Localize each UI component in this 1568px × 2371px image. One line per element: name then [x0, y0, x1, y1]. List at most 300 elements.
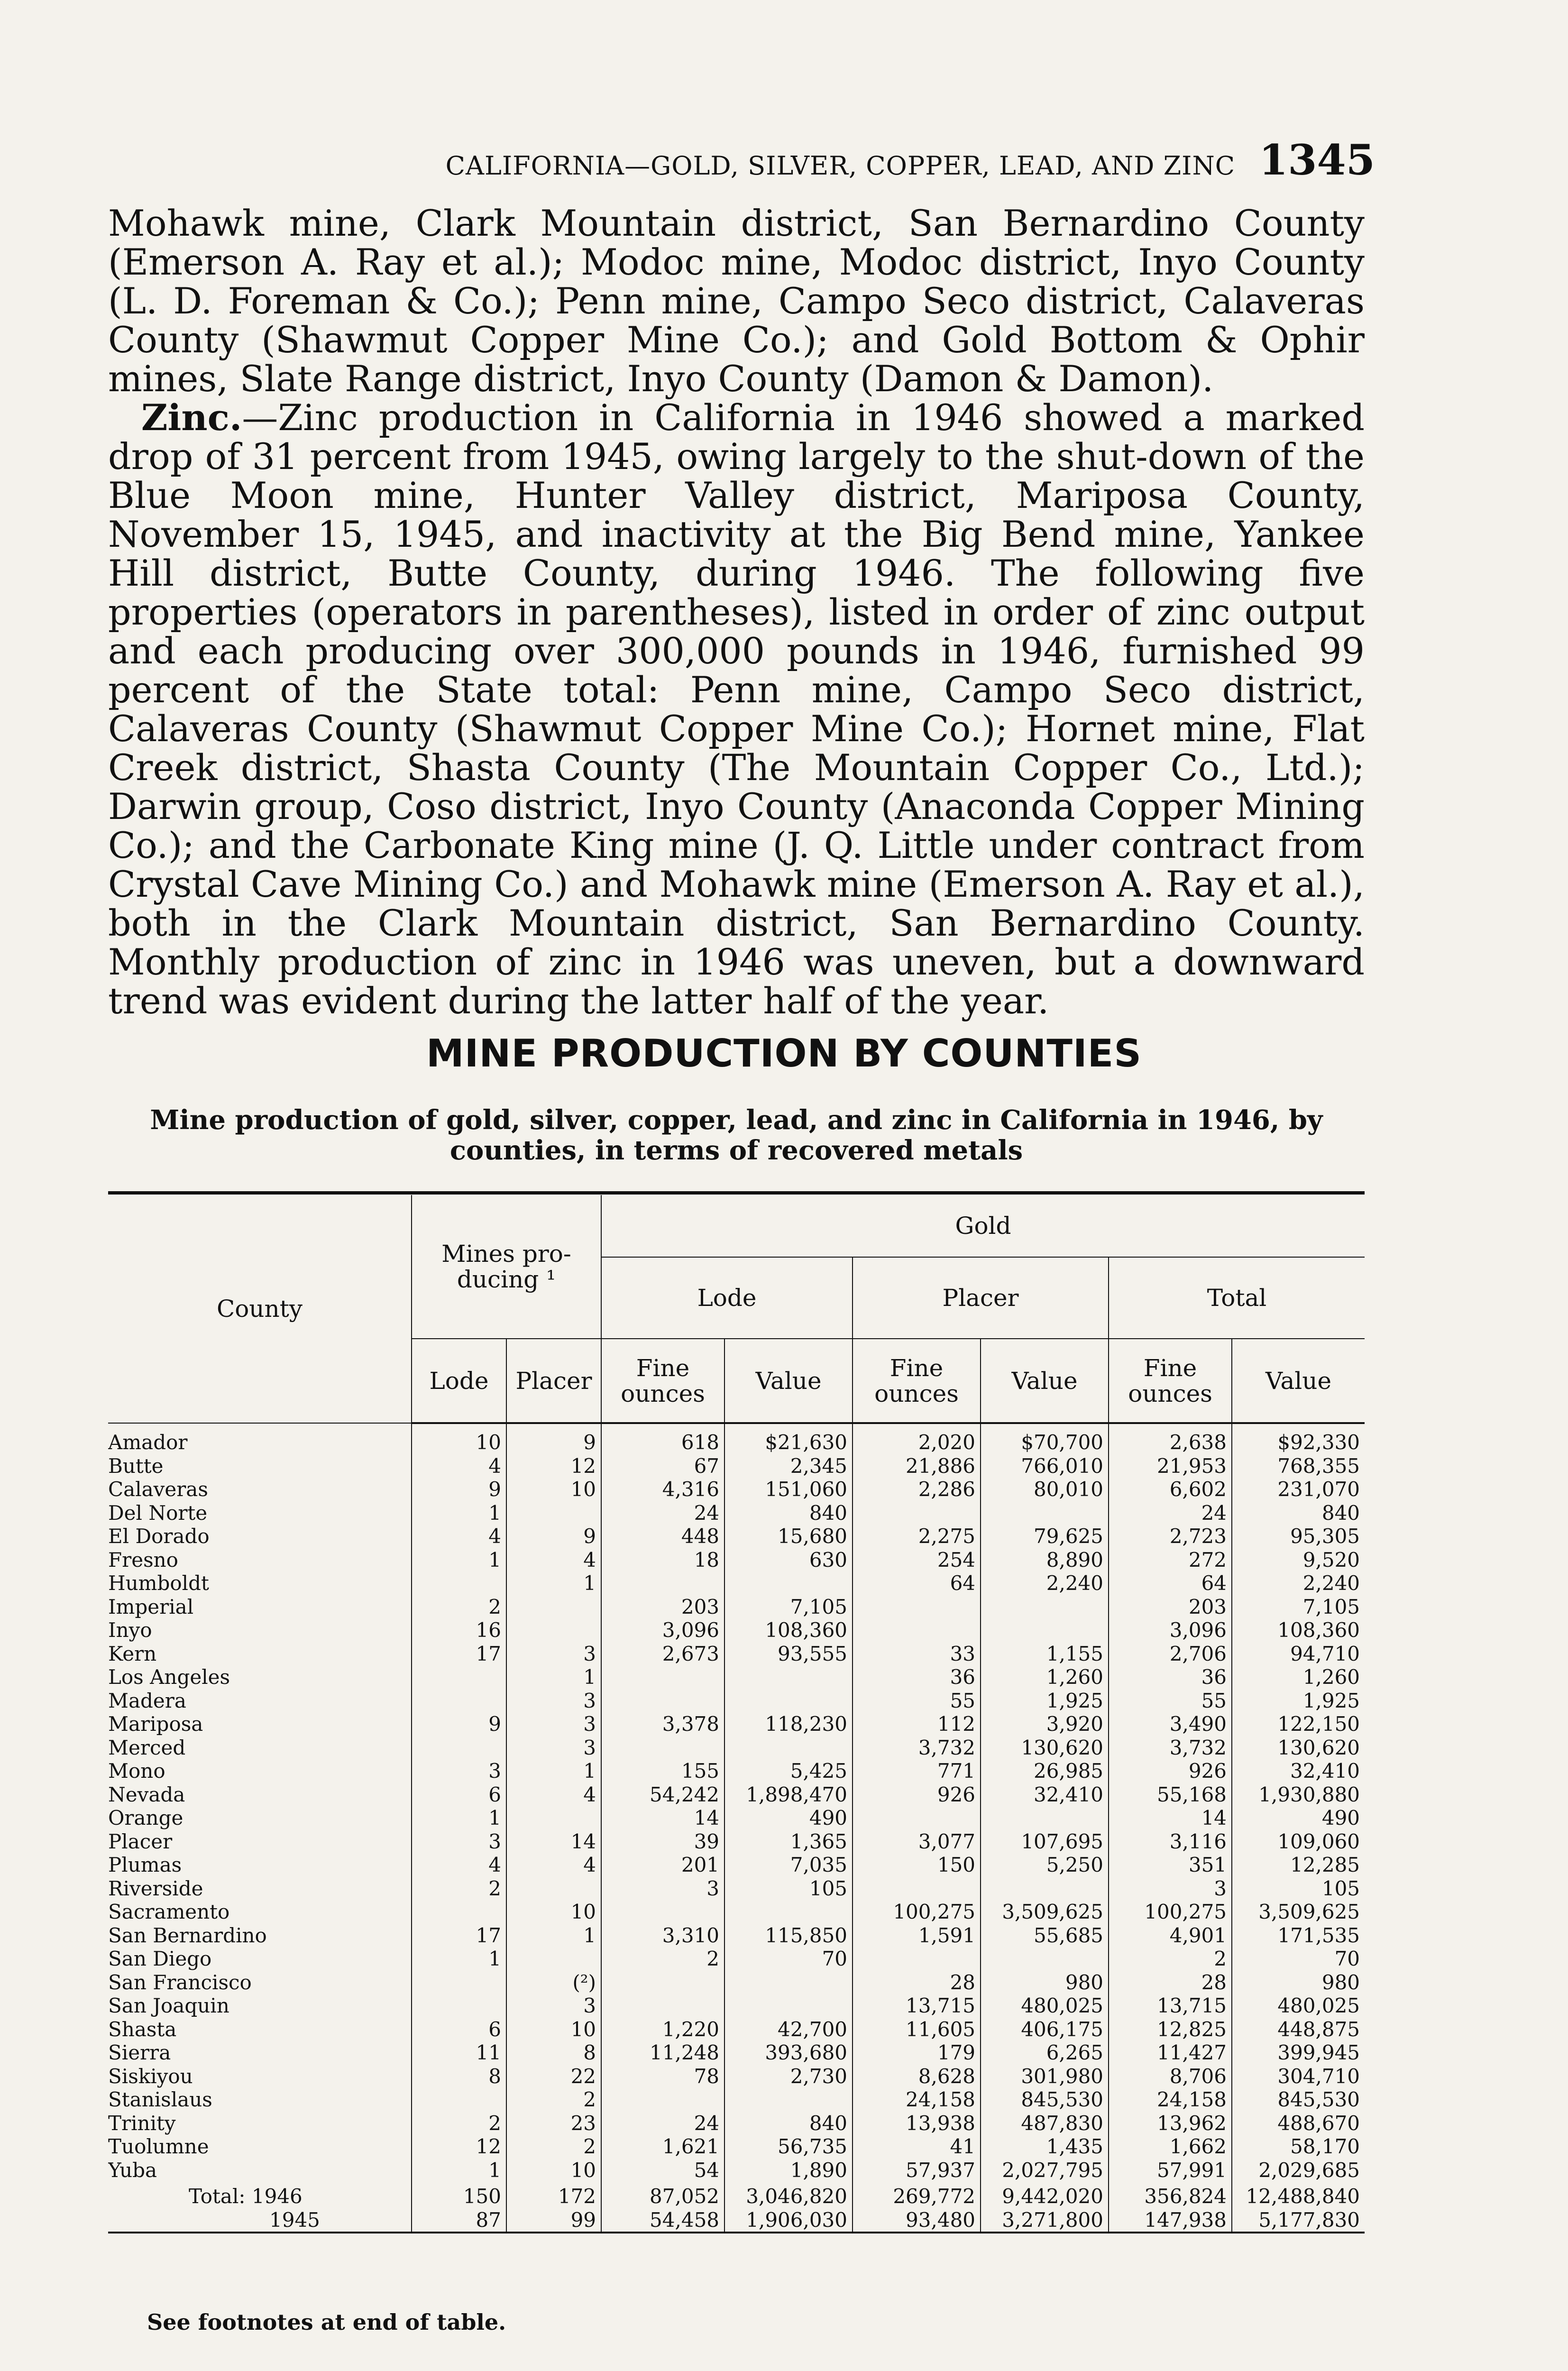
cell-mines-placer: 172	[506, 2182, 601, 2208]
cell-county: Amador	[108, 1423, 412, 1454]
cell-total-fine-ounces: 2	[1109, 1947, 1232, 1971]
cell-total-value: 58,170	[1290, 2135, 1360, 2158]
header-lode-fine-ounces: Fine ounces	[601, 1339, 724, 1423]
cell-placer-fine-ounces: 55	[853, 1689, 981, 1713]
cell-mines-placer: 1	[506, 1924, 601, 1948]
cell-placer-fine-ounces	[853, 1501, 981, 1525]
header-gold: Gold	[601, 1195, 1365, 1257]
cell-mines-placer: 1	[506, 1759, 601, 1783]
cell-county: Stanislaus	[108, 2088, 412, 2112]
cell-total-value: 448,875	[1277, 2017, 1360, 2041]
cell-total-fine-ounces: 2,706	[1109, 1642, 1232, 1666]
page-number: 1345	[1259, 135, 1375, 184]
cell-lode-fine-ounces: 67	[601, 1454, 724, 1478]
table-body	[108, 1423, 1365, 2235]
cell-total-fine-ounces: 13,962	[1109, 2112, 1232, 2135]
cell-mines-lode: 1	[412, 1548, 506, 1572]
cell-placer-fine-ounces	[853, 1595, 981, 1619]
cell-placer-fine-ounces: 93,480	[853, 2208, 981, 2233]
cell-lode-fine-ounces: 11,248	[601, 2041, 724, 2065]
cell-mines-placer: 9	[506, 1525, 601, 1548]
cell-placer-value: 406,175	[981, 2018, 1109, 2041]
cell-placer-value: 301,980	[981, 2065, 1109, 2088]
cell-total-value: 130,620	[1277, 1736, 1360, 1759]
cell-mines-lode: 2	[412, 1877, 506, 1901]
cell-lode-value	[724, 2088, 853, 2112]
cell-placer-value: 5,250	[981, 1853, 1109, 1877]
cell-lode-fine-ounces: 448	[601, 1525, 724, 1548]
cell-total-value: 32,410	[1290, 1759, 1360, 1783]
cell-total-value: 399,945	[1277, 2041, 1360, 2064]
cell-total-fine-ounces: 12,825	[1109, 2018, 1232, 2041]
cell-placer-value	[981, 1877, 1109, 1901]
cell-total-fine-ounces: 356,824	[1109, 2182, 1232, 2208]
cell-county: Plumas	[108, 1853, 412, 1877]
cell-mines-lode	[412, 1736, 506, 1760]
header-mines-placer: Placer	[506, 1339, 601, 1423]
cell-placer-fine-ounces	[853, 1947, 981, 1971]
production-table	[108, 1195, 1365, 2235]
paragraph-zinc	[108, 398, 1365, 1020]
cell-placer-fine-ounces: 3,732	[853, 1736, 981, 1760]
cell-total-fine-ounces: 272	[1109, 1548, 1232, 1572]
cell-placer-value: 2,240	[981, 1571, 1109, 1595]
cell-total-fine-ounces: 13,715	[1109, 1994, 1232, 2018]
cell-placer-fine-ounces: 926	[853, 1783, 981, 1807]
cell-placer-value: 3,271,800	[981, 2208, 1109, 2233]
table-row	[108, 1853, 1365, 1877]
paragraph-zinc-text: —Zinc production in California in 1946 showed a marked drop of 31 percent from 1945, owing largely to the shut-down of the Blue Moon mine, Hunter Valley district, Mariposa County, November 15, 1945, and inactivity at the Big Bend mine, Yankee Hill district, Butte County, during 1946. The following five properties (operators in parentheses), listed in order of zinc output and each producing over 300,000 pounds in 1946, furnished 99 percent of the State total: Penn mine, Campo Seco district, Calaveras County (Shawmut Copper Mine Co.); Hornet mine, Flat Creek district, Shasta County (The Mountain Copper Co., Ltd.); Darwin group, Coso district, Inyo County (Anaconda Copper Mining Co.); and the Carbonate King mine (J. Q. Little under contract from Crystal Cave Mining Co.) and Mohawk mine (Emerson A. Ray et al.), both in the Clark Mountain district, San Bernardino County. Monthly production of zinc in 1946 was uneven, but a downward trend was evident during the latter half of the year.	[108, 396, 1365, 1022]
cell-lode-value: 1,898,470	[724, 1783, 853, 1807]
cell-mines-lode: 3	[412, 1759, 506, 1783]
cell-mines-placer: 14	[506, 1830, 601, 1854]
cell-mines-lode: 1	[412, 1806, 506, 1830]
cell-mines-lode: 4	[412, 1525, 506, 1548]
table-row	[108, 1924, 1365, 1948]
cell-mines-lode: 1	[412, 1947, 506, 1971]
cell-total-value: 109,060	[1277, 1829, 1360, 1853]
cell-mines-placer	[506, 1501, 601, 1525]
cell-lode-fine-ounces	[601, 1994, 724, 2018]
cell-county: Riverside	[108, 1877, 412, 1901]
cell-lode-fine-ounces: 201	[601, 1853, 724, 1877]
table-row	[108, 1642, 1365, 1666]
cell-lode-fine-ounces: 14	[601, 1806, 724, 1830]
cell-lode-fine-ounces: 3,096	[601, 1618, 724, 1642]
header-gold-placer: Placer	[853, 1257, 1109, 1339]
cell-mines-placer: 3	[506, 1642, 601, 1666]
cell-total-value: 12,488,840	[1246, 2185, 1360, 2208]
cell-placer-fine-ounces: 150	[853, 1853, 981, 1877]
cell-county: 1945	[108, 2208, 412, 2233]
cell-county: Calaveras	[108, 1478, 412, 1501]
cell-total-fine-ounces: 36	[1109, 1665, 1232, 1689]
cell-lode-fine-ounces	[601, 1900, 724, 1924]
header-total-value: Value	[1232, 1339, 1365, 1423]
cell-total-fine-ounces: 6,602	[1109, 1478, 1232, 1501]
cell-placer-fine-ounces: 771	[853, 1759, 981, 1783]
cell-total-fine-ounces: 3,096	[1109, 1618, 1232, 1642]
cell-total-value: 12,285	[1290, 1853, 1360, 1876]
cell-county: San Diego	[108, 1947, 412, 1971]
cell-mines-placer: 9	[506, 1423, 601, 1454]
cell-mines-lode	[412, 1689, 506, 1713]
cell-total-value: 768,355	[1277, 1454, 1360, 1478]
cell-mines-lode	[412, 1971, 506, 1994]
cell-placer-value: 8,890	[981, 1548, 1109, 1572]
cell-total-value: 70	[1334, 1947, 1360, 1970]
cell-placer-value: 3,509,625	[981, 1900, 1109, 1924]
cell-mines-lode: 12	[412, 2135, 506, 2159]
cell-total-fine-ounces: 3	[1109, 1877, 1232, 1901]
cell-mines-placer: 4	[506, 1783, 601, 1807]
cell-total-value: 108,360	[1277, 1618, 1360, 1642]
table-row	[108, 2135, 1365, 2159]
cell-lode-value	[724, 1665, 853, 1689]
cell-placer-value	[981, 1501, 1109, 1525]
cell-county: Placer	[108, 1830, 412, 1854]
cell-lode-value	[724, 1971, 853, 1994]
cell-total-fine-ounces: 8,706	[1109, 2065, 1232, 2088]
cell-mines-placer: 3	[506, 1689, 601, 1713]
cell-placer-fine-ounces: 3,077	[853, 1830, 981, 1854]
cell-mines-lode: 2	[412, 2112, 506, 2135]
cell-mines-lode	[412, 2088, 506, 2112]
cell-county: El Dorado	[108, 1525, 412, 1548]
table-row	[108, 1571, 1365, 1595]
cell-lode-fine-ounces: 18	[601, 1548, 724, 1572]
cell-mines-placer: 1	[506, 1665, 601, 1689]
cell-placer-fine-ounces: 254	[853, 1548, 981, 1572]
cell-mines-lode: 10	[412, 1423, 506, 1454]
cell-placer-fine-ounces: 57,937	[853, 2159, 981, 2182]
cell-total-value: 94,710	[1290, 1642, 1360, 1665]
cell-total-fine-ounces: 55	[1109, 1689, 1232, 1713]
cell-lode-fine-ounces: 2	[601, 1947, 724, 1971]
cell-placer-fine-ounces: 28	[853, 1971, 981, 1994]
header-gold-lode: Lode	[601, 1257, 853, 1339]
cell-county: Inyo	[108, 1618, 412, 1642]
table-row	[108, 1525, 1365, 1548]
cell-total-value: 105	[1321, 1876, 1360, 1900]
cell-lode-value: 70	[724, 1947, 853, 1971]
cell-total-value: 9,520	[1302, 1548, 1360, 1571]
cell-placer-fine-ounces	[853, 1877, 981, 1901]
cell-placer-fine-ounces: 2,275	[853, 1525, 981, 1548]
cell-mines-placer	[506, 1877, 601, 1901]
cell-county: Del Norte	[108, 1501, 412, 1525]
cell-placer-fine-ounces: 269,772	[853, 2182, 981, 2208]
cell-lode-fine-ounces: 2,673	[601, 1642, 724, 1666]
cell-total-value: 2,029,685	[1258, 2158, 1360, 2182]
table-row	[108, 1595, 1365, 1619]
cell-lode-fine-ounces: 3,378	[601, 1712, 724, 1736]
table-row	[108, 2018, 1365, 2041]
cell-lode-fine-ounces: 54,242	[601, 1783, 724, 1807]
cell-lode-value: 15,680	[724, 1525, 853, 1548]
table-row	[108, 1900, 1365, 1924]
footnote: See footnotes at end of table.	[147, 2309, 506, 2335]
table-row	[108, 2208, 1365, 2233]
cell-placer-value: 3,920	[981, 1712, 1109, 1736]
cell-mines-placer	[506, 1595, 601, 1619]
cell-lode-fine-ounces: 1,621	[601, 2135, 724, 2159]
cell-lode-value	[724, 1994, 853, 2018]
cell-total-value: 5,177,830	[1258, 2208, 1360, 2232]
cell-county: Mono	[108, 1759, 412, 1783]
cell-placer-value: 80,010	[981, 1478, 1109, 1501]
cell-total-value: $92,330	[1277, 1431, 1360, 1454]
cell-placer-fine-ounces	[853, 1618, 981, 1642]
cell-county: Tuolumne	[108, 2135, 412, 2159]
cell-lode-value	[724, 1736, 853, 1760]
cell-county: Fresno	[108, 1548, 412, 1572]
table-header	[108, 1195, 1365, 1423]
cell-county: San Joaquin	[108, 1994, 412, 2018]
table-row	[108, 2159, 1365, 2182]
cell-total-fine-ounces: 2,638	[1109, 1423, 1232, 1454]
cell-county: Shasta	[108, 2018, 412, 2041]
cell-total-value: 480,025	[1277, 1994, 1360, 2017]
header-mines-producing: Mines pro-ducing ¹	[412, 1195, 601, 1339]
table-row	[108, 2088, 1365, 2112]
cell-total-value: 1,260	[1302, 1665, 1360, 1689]
cell-total-fine-ounces: 28	[1109, 1971, 1232, 1994]
table-row	[108, 2041, 1365, 2065]
cell-mines-lode: 17	[412, 1924, 506, 1948]
cell-lode-value: 630	[724, 1548, 853, 1572]
cell-placer-value: 1,155	[981, 1642, 1109, 1666]
cell-placer-fine-ounces: 112	[853, 1712, 981, 1736]
cell-lode-fine-ounces	[601, 2088, 724, 2112]
cell-mines-lode: 11	[412, 2041, 506, 2065]
cell-placer-value: 766,010	[981, 1454, 1109, 1478]
cell-placer-value: 1,925	[981, 1689, 1109, 1713]
cell-placer-fine-ounces: 2,286	[853, 1478, 981, 1501]
cell-mines-placer: 2	[506, 2088, 601, 2112]
cell-mines-lode	[412, 1571, 506, 1595]
cell-lode-fine-ounces: 618	[601, 1423, 724, 1454]
cell-total-fine-ounces: 2,723	[1109, 1525, 1232, 1548]
cell-mines-placer: 2	[506, 2135, 601, 2159]
cell-placer-fine-ounces: 24,158	[853, 2088, 981, 2112]
cell-placer-fine-ounces	[853, 1806, 981, 1830]
cell-placer-value: 55,685	[981, 1924, 1109, 1948]
cell-placer-fine-ounces: 41	[853, 2135, 981, 2159]
cell-mines-placer: 22	[506, 2065, 601, 2088]
cell-mines-lode: 1	[412, 1501, 506, 1525]
table-row	[108, 2065, 1365, 2088]
cell-lode-fine-ounces: 87,052	[601, 2182, 724, 2208]
table-row	[108, 1759, 1365, 1783]
cell-total-value: 231,070	[1277, 1478, 1360, 1501]
cell-county: San Francisco	[108, 1971, 412, 1994]
cell-county: Merced	[108, 1736, 412, 1760]
cell-placer-value: 32,410	[981, 1783, 1109, 1807]
cell-lode-value: 105	[724, 1877, 853, 1901]
table-row	[108, 2112, 1365, 2135]
cell-placer-fine-ounces: 179	[853, 2041, 981, 2065]
cell-lode-fine-ounces	[601, 1571, 724, 1595]
cell-lode-value: 7,035	[724, 1853, 853, 1877]
cell-placer-fine-ounces: 36	[853, 1665, 981, 1689]
bottom-rule-cell	[108, 2233, 1365, 2235]
cell-total-fine-ounces: 57,991	[1109, 2159, 1232, 2182]
cell-mines-lode: 4	[412, 1853, 506, 1877]
cell-lode-fine-ounces: 203	[601, 1595, 724, 1619]
cell-county: Orange	[108, 1806, 412, 1830]
header-mines-lode: Lode	[412, 1339, 506, 1423]
cell-county: Mariposa	[108, 1712, 412, 1736]
cell-lode-value: 7,105	[724, 1595, 853, 1619]
cell-total-value: 840	[1321, 1501, 1360, 1525]
cell-lode-value: 56,735	[724, 2135, 853, 2159]
table-row	[108, 1971, 1365, 1994]
cell-lode-fine-ounces: 1,220	[601, 2018, 724, 2041]
running-header	[237, 135, 1375, 184]
cell-mines-lode: 8	[412, 2065, 506, 2088]
body-text	[108, 204, 1365, 1020]
table-row	[108, 1454, 1365, 1478]
cell-placer-value: 2,027,795	[981, 2159, 1109, 2182]
cell-lode-fine-ounces	[601, 1736, 724, 1760]
cell-mines-placer: 4	[506, 1548, 601, 1572]
cell-mines-placer: 12	[506, 1454, 601, 1478]
table-row	[108, 1736, 1365, 1760]
header-county: County	[108, 1195, 412, 1423]
cell-lode-value	[724, 1689, 853, 1713]
cell-mines-lode: 9	[412, 1712, 506, 1736]
cell-mines-placer: 3	[506, 1712, 601, 1736]
cell-lode-fine-ounces: 155	[601, 1759, 724, 1783]
cell-total-value: 2,240	[1302, 1571, 1360, 1595]
cell-placer-fine-ounces: 21,886	[853, 1454, 981, 1478]
cell-county: Madera	[108, 1689, 412, 1713]
cell-mines-lode: 6	[412, 2018, 506, 2041]
cell-lode-fine-ounces: 4,316	[601, 1478, 724, 1501]
cell-lode-fine-ounces: 24	[601, 1501, 724, 1525]
cell-mines-lode	[412, 1900, 506, 1924]
cell-total-value: 7,105	[1302, 1595, 1360, 1618]
cell-mines-placer: 3	[506, 1736, 601, 1760]
cell-placer-value: 130,620	[981, 1736, 1109, 1760]
cell-lode-fine-ounces: 54,458	[601, 2208, 724, 2233]
cell-mines-placer: 10	[506, 1478, 601, 1501]
table-row	[108, 1994, 1365, 2018]
table-row	[108, 1877, 1365, 1901]
cell-mines-placer: 99	[506, 2208, 601, 2233]
cell-county: Sacramento	[108, 1900, 412, 1924]
cell-lode-value: 1,365	[724, 1830, 853, 1854]
cell-mines-placer: 1	[506, 1571, 601, 1595]
cell-mines-lode: 16	[412, 1618, 506, 1642]
cell-placer-fine-ounces: 8,628	[853, 2065, 981, 2088]
cell-county: Total: 1946	[108, 2182, 412, 2208]
header-total-fine-ounces: Fine ounces	[1109, 1339, 1232, 1423]
cell-placer-value	[981, 1947, 1109, 1971]
cell-placer-fine-ounces: 100,275	[853, 1900, 981, 1924]
table-row	[108, 1783, 1365, 1807]
cell-placer-value	[981, 1806, 1109, 1830]
cell-total-fine-ounces: 64	[1109, 1571, 1232, 1595]
running-title: CALIFORNIA—GOLD, SILVER, COPPER, LEAD, AND ZINC	[445, 151, 1236, 181]
cell-lode-value: 840	[724, 2112, 853, 2135]
table-bottom-rule	[108, 2233, 1365, 2235]
paragraph-lead-zinc: Zinc.	[141, 396, 242, 439]
cell-lode-fine-ounces	[601, 1665, 724, 1689]
production-table-wrapper	[108, 1195, 1365, 2235]
cell-lode-value: 1,890	[724, 2159, 853, 2182]
cell-mines-lode: 4	[412, 1454, 506, 1478]
cell-total-fine-ounces: 4,901	[1109, 1924, 1232, 1948]
cell-placer-value	[981, 1618, 1109, 1642]
cell-lode-value: 2,730	[724, 2065, 853, 2088]
cell-mines-placer: 3	[506, 1994, 601, 2018]
table-row	[108, 1712, 1365, 1736]
header-placer-fine-ounces: Fine ounces	[853, 1339, 981, 1423]
cell-mines-placer: 10	[506, 2018, 601, 2041]
table-row	[108, 1618, 1365, 1642]
cell-mines-lode: 6	[412, 1783, 506, 1807]
cell-total-fine-ounces: 24	[1109, 1501, 1232, 1525]
cell-mines-placer	[506, 1618, 601, 1642]
cell-lode-value	[724, 1900, 853, 1924]
cell-mines-lode: 3	[412, 1830, 506, 1854]
cell-mines-lode: 2	[412, 1595, 506, 1619]
section-heading: MINE PRODUCTION BY COUNTIES	[426, 1031, 1142, 1075]
paragraph-mohawk: Mohawk mine, Clark Mountain district, San Bernardino County (Emerson A. Ray et al.); Modoc mine, Modoc district, Inyo County (L. D. Foreman & Co.); Penn mine, Campo Seco district, Calaveras County (Shawmut Copper Mine Co.); and Gold Bottom & Ophir mines, Slate Range district, Inyo County (Damon & Damon).	[108, 202, 1365, 400]
cell-mines-lode: 87	[412, 2208, 506, 2233]
cell-lode-value: 108,360	[724, 1618, 853, 1642]
cell-county: Nevada	[108, 1783, 412, 1807]
cell-county: Yuba	[108, 2159, 412, 2182]
cell-county: Butte	[108, 1454, 412, 1478]
cell-total-value: 1,930,880	[1258, 1783, 1360, 1806]
cell-county: Imperial	[108, 1595, 412, 1619]
cell-total-value: 95,305	[1290, 1525, 1360, 1548]
cell-placer-value: 845,530	[981, 2088, 1109, 2112]
cell-total-fine-ounces: 1,662	[1109, 2135, 1232, 2159]
cell-placer-value: 980	[981, 1971, 1109, 1994]
cell-total-fine-ounces: 3,732	[1109, 1736, 1232, 1760]
table-top-rule	[108, 1191, 1365, 1195]
header-gold-total: Total	[1109, 1257, 1365, 1339]
cell-lode-fine-ounces: 24	[601, 2112, 724, 2135]
table-row	[108, 1947, 1365, 1971]
cell-lode-fine-ounces	[601, 1689, 724, 1713]
table-row	[108, 1423, 1365, 1454]
cell-placer-fine-ounces: 13,938	[853, 2112, 981, 2135]
cell-total-fine-ounces: 203	[1109, 1595, 1232, 1619]
cell-lode-value: 118,230	[724, 1712, 853, 1736]
cell-mines-lode	[412, 1665, 506, 1689]
cell-mines-placer: 23	[506, 2112, 601, 2135]
cell-total-fine-ounces: 926	[1109, 1759, 1232, 1783]
table-row	[108, 1501, 1365, 1525]
table-row	[108, 1478, 1365, 1501]
cell-county: Sierra	[108, 2041, 412, 2065]
cell-placer-value: 1,260	[981, 1665, 1109, 1689]
cell-placer-fine-ounces: 64	[853, 1571, 981, 1595]
cell-placer-value	[981, 1595, 1109, 1619]
cell-lode-fine-ounces	[601, 1971, 724, 1994]
header-placer-value: Value	[981, 1339, 1109, 1423]
cell-mines-placer: 8	[506, 2041, 601, 2065]
cell-county: Humboldt	[108, 1571, 412, 1595]
cell-mines-placer: 10	[506, 2159, 601, 2182]
cell-placer-value: 107,695	[981, 1830, 1109, 1854]
cell-placer-value: 9,442,020	[981, 2182, 1109, 2208]
